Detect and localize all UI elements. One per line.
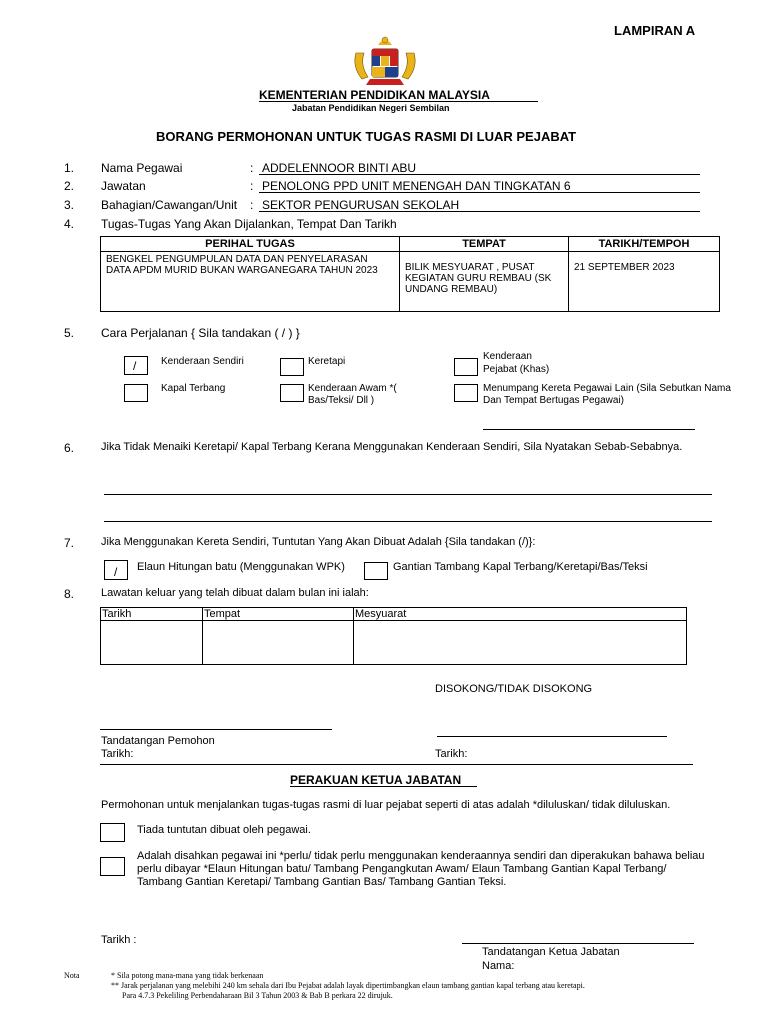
pemohon-signature-line[interactable] bbox=[100, 729, 332, 730]
perihal-tugas-cell[interactable]: BENGKEL PENGUMPULAN DATA DAN PENYELARASAN DATA APDM MURID BUKAN WARGANEGARA TAHUN 2023 bbox=[101, 252, 400, 312]
disokong-label: DISOKONG/TIDAK DISOKONG bbox=[435, 683, 593, 695]
visits-cell[interactable] bbox=[101, 621, 203, 665]
visits-header-tarikh: Tarikh bbox=[101, 608, 203, 621]
menumpang-label: Menumpang Kereta Pegawai Lain (Sila Sebutkan Nama Dan Tempat Bertugas Pegawai) bbox=[483, 383, 731, 406]
kapal-terbang-label: Kapal Terbang bbox=[161, 383, 226, 394]
tick-mark: / bbox=[133, 359, 137, 373]
nota-line-3: Para 4.7.3 Pekeliling Perbendaharaan Bil 3 Tahun 2003 & Bab B perkara 22 dirujuk. bbox=[122, 991, 393, 1000]
penyokong-signature-line[interactable] bbox=[437, 736, 667, 737]
keretapi-checkbox[interactable] bbox=[280, 358, 304, 376]
tarikh-penyokong-label: Tarikh: bbox=[435, 748, 468, 760]
visits-header-mesyuarat: Mesyuarat bbox=[354, 608, 687, 621]
ketua-signature-line[interactable] bbox=[462, 943, 694, 944]
kenderaan-pejabat-label: Kenderaan Pejabat (Khas) bbox=[483, 351, 550, 375]
sebab-line-1[interactable] bbox=[104, 494, 712, 495]
field-label: Nama Pegawai bbox=[101, 161, 183, 175]
visits-table bbox=[100, 607, 687, 665]
field-label: Bahagian/Cawangan/Unit bbox=[101, 198, 238, 212]
menumpang-line[interactable] bbox=[483, 429, 695, 430]
kapal-terbang-checkbox[interactable] bbox=[124, 384, 148, 402]
tarikh-pemohon-label: Tarikh: bbox=[101, 748, 134, 760]
nama-pegawai-value[interactable]: ADDELENNOOR BINTI ABU bbox=[262, 161, 417, 175]
header-tarikh: TARIKH/TEMPOH bbox=[569, 237, 720, 252]
tick-mark: / bbox=[114, 565, 118, 579]
field-label: Jawatan bbox=[101, 179, 146, 193]
disahkan-label: Adalah disahkan pegawai ini *perlu/ tidak perlu menggunakan kenderaannya sendiri dan diperakukan bahawa beliau perlu dibayar *Elaun Hitungan batu/ Tambang Pengangkutan Awam/ Elaun Tambang Gantian Kapal Terbang/ Tambang Gantian Keretapi/ Tambang Gantian Bas/ Tambang Gantian Teksi. bbox=[137, 850, 705, 888]
section8-label: Lawatan keluar yang telah dibuat dalam bulan ini ialah: bbox=[101, 587, 369, 599]
header-tempat: TEMPAT bbox=[400, 237, 569, 252]
gantian-tambang-label: Gantian Tambang Kapal Terbang/Keretapi/Bas/Teksi bbox=[393, 561, 648, 573]
header-perihal: PERIHAL TUGAS bbox=[101, 237, 400, 252]
section7-label: Jika Menggunakan Kereta Sendiri, Tuntutan Yang Akan Dibuat Adalah {Sila tandakan (/)}: bbox=[101, 536, 536, 548]
kenderaan-sendiri-label: Kenderaan Sendiri bbox=[161, 356, 244, 367]
section4-label: Tugas-Tugas Yang Akan Dijalankan, Tempat Dan Tarikh bbox=[101, 217, 397, 231]
keretapi-label: Keretapi bbox=[308, 356, 346, 367]
department-name: Jabatan Pendidikan Negeri Sembilan bbox=[292, 103, 450, 113]
tiada-tuntutan-label: Tiada tuntutan dibuat oleh pegawai. bbox=[137, 824, 311, 836]
visits-header-tempat: Tempat bbox=[203, 608, 354, 621]
perakuan-tarikh-label: Tarikh : bbox=[101, 934, 137, 946]
sebab-line-2[interactable] bbox=[104, 521, 712, 522]
elaun-hitungan-label: Elaun Hitungan batu (Menggunakan WPK) bbox=[137, 561, 345, 573]
lampiran-label: LAMPIRAN A bbox=[614, 23, 696, 38]
ketua-nama-label: Nama: bbox=[482, 960, 515, 972]
gantian-tambang-checkbox[interactable] bbox=[364, 562, 388, 580]
pemohon-label: Tandatangan Pemohon bbox=[101, 735, 215, 747]
elaun-hitungan-checkbox[interactable] bbox=[104, 560, 128, 580]
ministry-name: KEMENTERIAN PENDIDIKAN MALAYSIA bbox=[259, 88, 490, 102]
section6-label: Jika Tidak Menaiki Keretapi/ Kapal Terbang Kerana Menggunakan Kenderaan Sendiri, Sila Nyatakan Sebab-Sebabnya. bbox=[101, 441, 683, 453]
nota-line-2: ** Jarak perjalanan yang melebihi 240 km sehala dari Ibu Pejabat adalah layak dipertimbangkan elaun tambang gantian kapal terbang atau keretapi. bbox=[111, 981, 585, 990]
bahagian-value[interactable]: SEKTOR PENGURUSAN SEKOLAH bbox=[262, 198, 460, 212]
menumpang-checkbox[interactable] bbox=[454, 384, 478, 402]
kenderaan-pejabat-checkbox[interactable] bbox=[454, 358, 478, 376]
nota-line-1: * Sila potong mana-mana yang tidak berkenaan bbox=[111, 971, 264, 980]
visits-cell[interactable] bbox=[203, 621, 354, 665]
disahkan-checkbox[interactable] bbox=[100, 857, 125, 876]
tasks-table bbox=[100, 236, 720, 312]
malaysia-crest-icon bbox=[348, 33, 422, 89]
kenderaan-sendiri-checkbox[interactable] bbox=[124, 356, 148, 375]
tiada-tuntutan-checkbox[interactable] bbox=[100, 823, 125, 842]
ketua-sign-label: Tandatangan Ketua Jabatan bbox=[482, 946, 620, 958]
kenderaan-awam-checkbox[interactable] bbox=[280, 384, 304, 402]
section5-label: Cara Perjalanan { Sila tandakan ( / ) } bbox=[101, 326, 300, 340]
perakuan-title: PERAKUAN KETUA JABATAN bbox=[290, 773, 462, 787]
jawatan-value[interactable]: PENOLONG PPD UNIT MENENGAH DAN TINGKATAN 6 bbox=[262, 179, 571, 193]
kenderaan-awam-label: Kenderaan Awam *( Bas/Teksi/ Dll ) bbox=[308, 383, 397, 406]
nota-label: Nota bbox=[64, 971, 80, 980]
visits-cell[interactable] bbox=[354, 621, 687, 665]
form-title: BORANG PERMOHONAN UNTUK TUGAS RASMI DI LUAR PEJABAT bbox=[156, 129, 577, 144]
tarikh-cell[interactable]: 21 SEPTEMBER 2023 bbox=[569, 252, 720, 312]
perakuan-statement: Permohonan untuk menjalankan tugas-tugas rasmi di luar pejabat seperti di atas adalah *diluluskan/ tidak diluluskan. bbox=[101, 799, 671, 811]
tempat-cell[interactable]: BILIK MESYUARAT , PUSAT KEGIATAN GURU REMBAU (SK UNDANG REMBAU) bbox=[400, 252, 569, 312]
